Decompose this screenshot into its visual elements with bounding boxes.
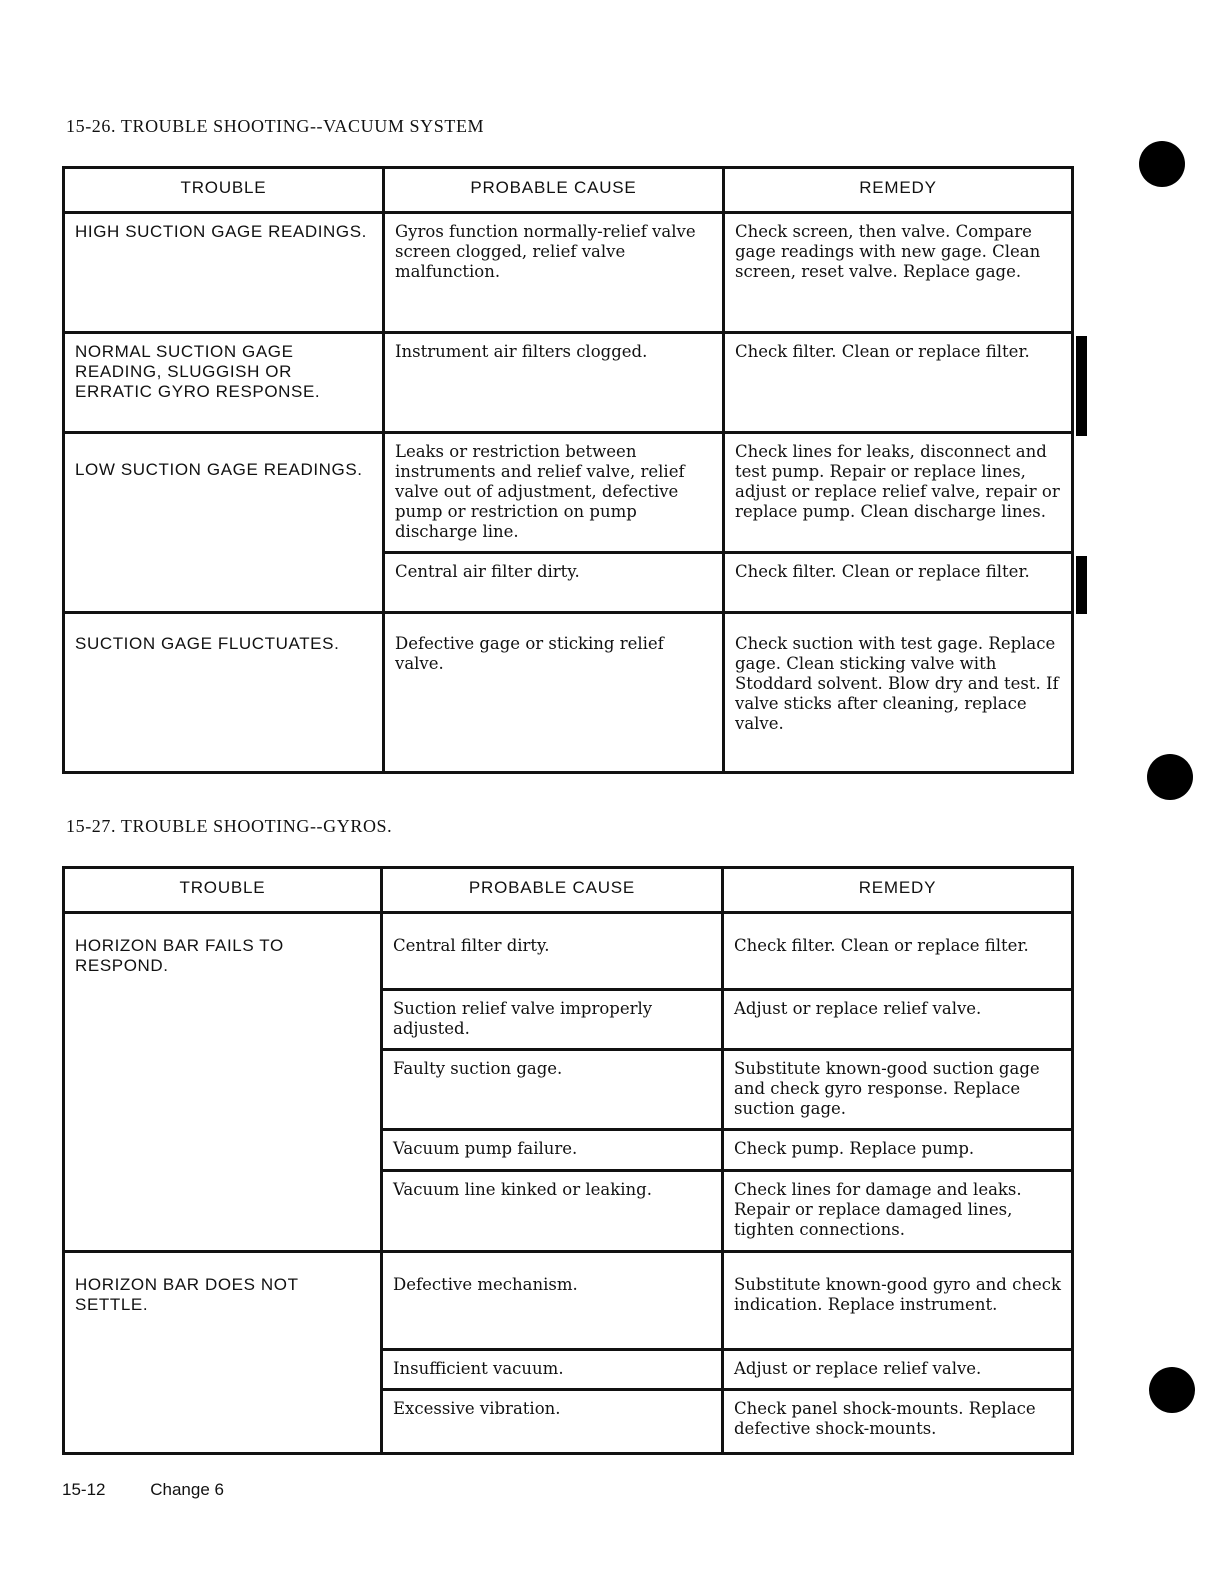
trouble-cell: NORMAL SUCTION GAGE READING, SLUGGISH OR ERRATIC GYRO RESPONSE.	[64, 333, 384, 433]
trouble-cell: HIGH SUCTION GAGE READINGS.	[64, 213, 384, 333]
cause-cell: Defective mechanism.	[382, 1252, 723, 1350]
remedy-cell: Check lines for leaks, disconnect and test pump. Repair or replace lines, adjust or replace relief valve, repair or replace pump. Clean discharge lines.	[724, 433, 1073, 553]
table-row	[64, 1252, 1073, 1350]
remedy-cell: Check screen, then valve. Compare gage readings with new gage. Clean screen, reset valve. Replace gage.	[724, 213, 1073, 333]
change-label: Change 6	[150, 1480, 224, 1499]
cause-cell: Defective gage or sticking relief valve.	[384, 613, 724, 773]
remedy-cell: Check panel shock-mounts. Replace defective shock-mounts.	[723, 1390, 1073, 1454]
remedy-cell: Check lines for damage and leaks. Repair or replace damaged lines, tighten connections.	[723, 1171, 1073, 1252]
trouble-cell: SUCTION GAGE FLUCTUATES.	[64, 613, 384, 773]
cause-cell: Suction relief valve improperly adjusted.	[382, 990, 723, 1050]
trouble-cell: HORIZON BAR FAILS TO RESPOND.	[64, 913, 382, 1252]
table-row	[64, 613, 1073, 773]
remedy-cell: Adjust or replace relief valve.	[723, 990, 1073, 1050]
table-row	[64, 433, 1073, 553]
table-row	[64, 913, 1073, 990]
cause-cell: Central air filter dirty.	[384, 553, 724, 613]
page-footer	[62, 1480, 264, 1500]
trouble-cell: LOW SUCTION GAGE READINGS.	[64, 433, 384, 613]
vacuum-system-table	[62, 166, 1074, 774]
cause-cell: Leaks or restriction between instruments and relief valve, relief valve out of adjustment, defective pump or restriction on pump discharge line.	[384, 433, 724, 553]
remedy-cell: Substitute known-good suction gage and check gyro response. Replace suction gage.	[723, 1050, 1073, 1130]
cause-cell: Excessive vibration.	[382, 1390, 723, 1454]
header-trouble: TROUBLE	[64, 868, 382, 913]
header-probable-cause: PROBABLE CAUSE	[384, 168, 724, 213]
table-row	[64, 213, 1073, 333]
gyros-table	[62, 866, 1074, 1455]
cause-cell: Vacuum line kinked or leaking.	[382, 1171, 723, 1252]
cause-cell: Central filter dirty.	[382, 913, 723, 990]
revision-bar	[1076, 336, 1087, 436]
cause-cell: Faulty suction gage.	[382, 1050, 723, 1130]
remedy-cell: Check filter. Clean or replace filter.	[724, 333, 1073, 433]
remedy-cell: Check filter. Clean or replace filter.	[723, 913, 1073, 990]
binder-hole-mark	[1149, 1367, 1195, 1413]
binder-hole-mark	[1139, 141, 1185, 187]
cause-cell: Vacuum pump failure.	[382, 1130, 723, 1171]
section-2-title: 15-27. TROUBLE SHOOTING--GYROS.	[66, 816, 393, 836]
remedy-cell: Substitute known-good gyro and check indication. Replace instrument.	[723, 1252, 1073, 1350]
header-remedy: REMEDY	[724, 168, 1073, 213]
header-remedy: REMEDY	[723, 868, 1073, 913]
binder-hole-mark	[1147, 754, 1193, 800]
header-probable-cause: PROBABLE CAUSE	[382, 868, 723, 913]
remedy-cell: Adjust or replace relief valve.	[723, 1350, 1073, 1390]
cause-cell: Instrument air filters clogged.	[384, 333, 724, 433]
remedy-cell: Check pump. Replace pump.	[723, 1130, 1073, 1171]
section-1-title: 15-26. TROUBLE SHOOTING--VACUUM SYSTEM	[66, 116, 485, 136]
page-number: 15-12	[62, 1480, 106, 1499]
remedy-cell: Check suction with test gage. Replace gage. Clean sticking valve with Stoddard solvent. Blow dry and test. If valve sticks after cleaning, replace valve.	[724, 613, 1073, 773]
remedy-cell: Check filter. Clean or replace filter.	[724, 553, 1073, 613]
header-trouble: TROUBLE	[64, 168, 384, 213]
trouble-cell: HORIZON BAR DOES NOT SETTLE.	[64, 1252, 382, 1454]
revision-bar	[1076, 556, 1087, 614]
cause-cell: Insufficient vacuum.	[382, 1350, 723, 1390]
table-row	[64, 333, 1073, 433]
cause-cell: Gyros function normally-relief valve screen clogged, relief valve malfunction.	[384, 213, 724, 333]
